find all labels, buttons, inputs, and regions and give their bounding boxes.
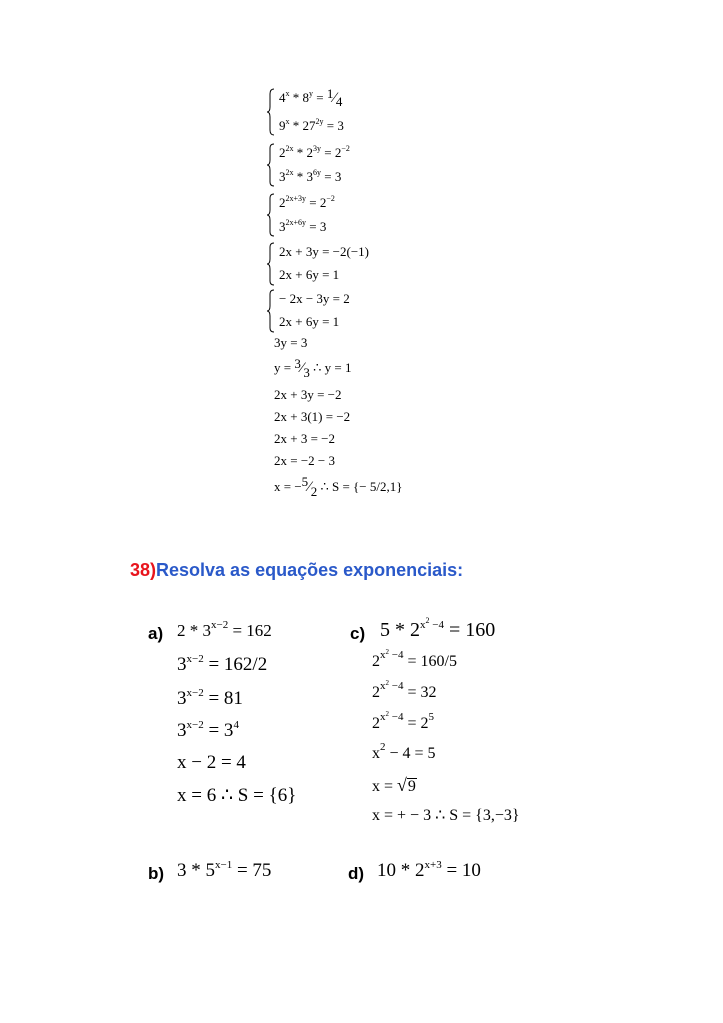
equation-line: 2x + 3y = −2(−1) <box>279 244 369 259</box>
equation-line: $2^{2x+3y} = 2^{-2}$ <box>279 194 335 210</box>
equation-line: $5 * 2^{x^2 -4} = 160$ <box>380 615 496 641</box>
equation-line: y = 3⁄3 ∴ y = 1 <box>274 356 352 380</box>
equation-line: 2x + 3y = −2 <box>274 387 342 402</box>
equation-line: 2x = −2 − 3 <box>274 453 335 468</box>
system-brace <box>266 88 276 136</box>
item-label: c) <box>350 624 366 643</box>
equation-line: $2^{x^2 -4} = 160/5$ <box>372 647 457 670</box>
equation-line: $x^2 - 4 = 5$ <box>372 740 436 762</box>
equation-line: $3^{x-2} = 3^4$ <box>177 718 239 741</box>
equation-line: 2x + 6y = 1 <box>279 267 340 282</box>
equation-line: $2^{x^2 -4} = 32$ <box>372 678 437 701</box>
equation-line: $4^x * 8^y$ = 1⁄4 <box>279 86 343 109</box>
system-brace <box>266 242 276 286</box>
exercise-heading <box>130 560 463 581</box>
system-brace <box>266 289 276 333</box>
system-brace <box>266 143 276 187</box>
exercise-number: 38) <box>130 560 157 580</box>
equation-line: $3^{2x} * 3^{6y} = 3$ <box>279 168 342 184</box>
equation-line: 2x + 6y = 1 <box>279 314 340 329</box>
equation-line: x = −5⁄2 ∴ S = {− 5/2,1} <box>274 474 403 499</box>
equation-line: x = 6 ∴ S = {6} <box>177 785 297 806</box>
equation-line: $3 * 5^{x-1} = 75$ <box>177 858 272 881</box>
equation-line: 2x + 3(1) = −2 <box>274 409 351 424</box>
equation-line: x = √9 <box>372 775 416 795</box>
equation-line: $2^{x^2 -4} = 2^5$ <box>372 709 434 732</box>
item-label: b) <box>148 864 165 883</box>
exercise-title: Resolva as equações exponenciais: <box>156 560 464 580</box>
equation-line: − 2x − 3y = 2 <box>279 291 350 306</box>
equation-line: $10 * 2^{x+3} = 10$ <box>377 858 481 881</box>
system-brace <box>266 193 276 237</box>
equation-line: $3^{x-2} = 162/2$ <box>177 652 268 675</box>
equation-line: x − 2 = 4 <box>177 752 246 773</box>
equation-line: $3^{2x+6y} = 3$ <box>279 218 327 234</box>
equation-line: $9^x * 27^{2y} = 3$ <box>279 117 344 133</box>
equation-line: $2 * 3^{x-2} = 162$ <box>177 618 272 640</box>
equation-line: $2^{2x} * 2^{3y} = 2^{-2}$ <box>279 144 350 160</box>
equation-line: x = + − 3 ∴ S = {3,−3} <box>372 807 520 824</box>
equation-line: 3y = 3 <box>274 335 308 350</box>
item-label: d) <box>348 864 365 883</box>
equation-line: 2x + 3 = −2 <box>274 431 335 446</box>
item-label: a) <box>148 624 164 643</box>
equation-line: $3^{x-2} = 81$ <box>177 686 243 709</box>
